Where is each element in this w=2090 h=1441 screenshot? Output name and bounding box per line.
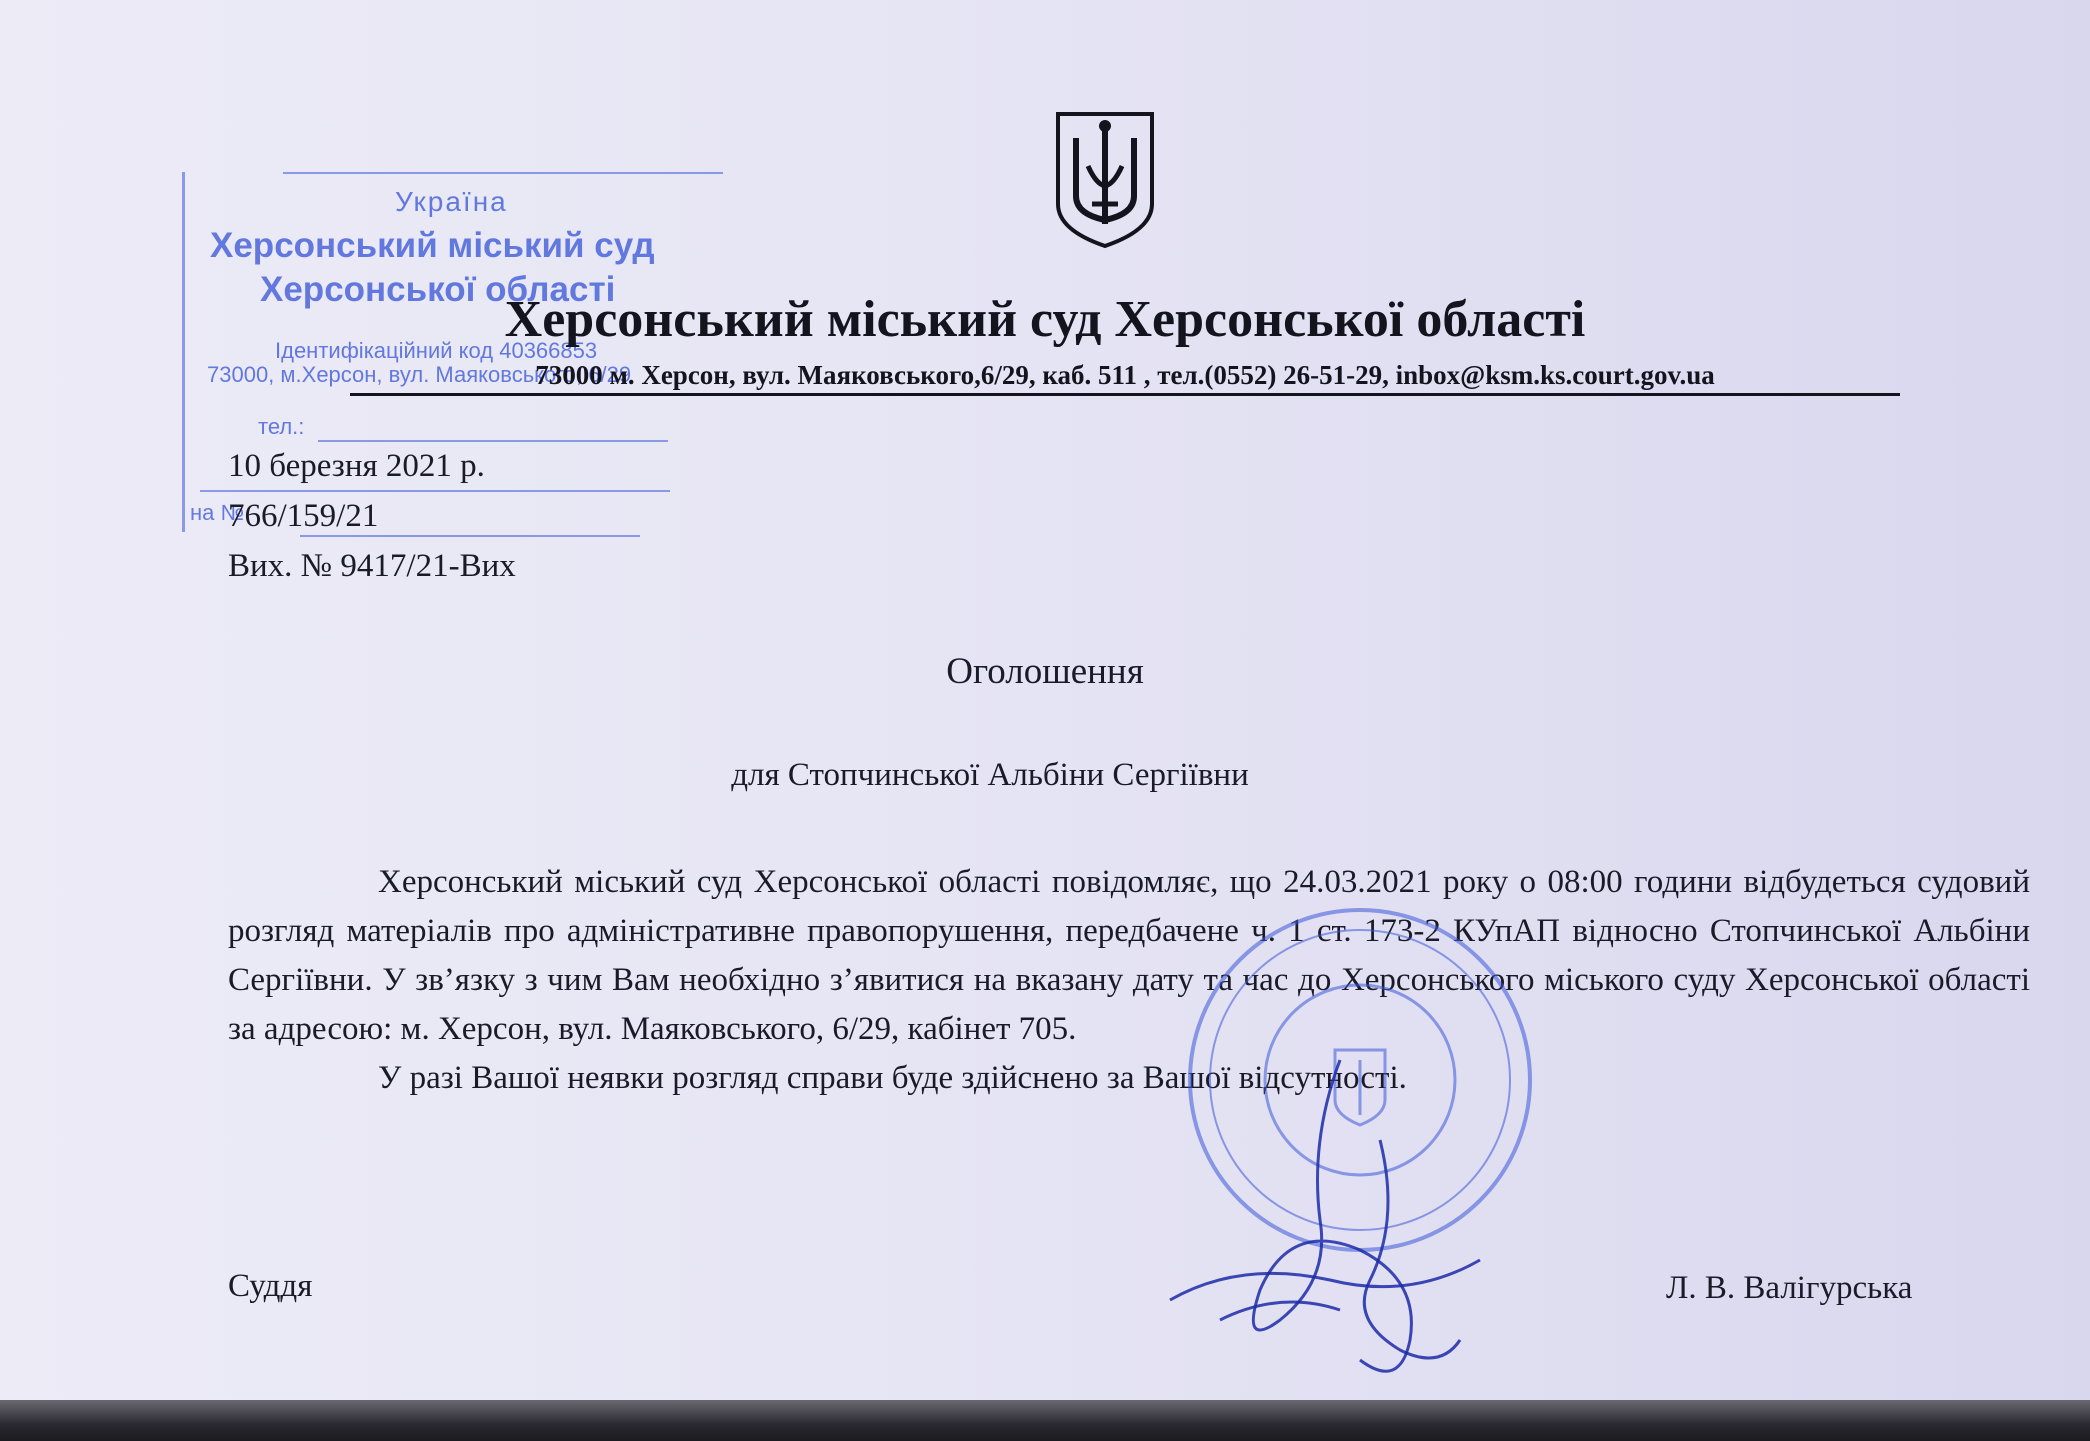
case-number: 766/159/21 <box>228 498 379 534</box>
notice-paragraph-1: Херсонський міський суд Херсонської області повідомляє, що 24.03.2021 року о 08:00 години відбудеться судовий розгляд матеріалів про адміністративне правопорушення, передбачене ч. 1 ст. 173-2 КУпАП відносно Стопчинської Альбіни Сергіївни. У зв’язку з чим Вам необхідно з’явитися на вказану дату та час до Херсонського міського суду Херсонської області за адресою: м. Херсон, вул. Маяковського, 6/29, кабінет 705. <box>228 864 2030 1047</box>
letter-date: 10 березня 2021 р. <box>228 448 485 484</box>
trident-coat-of-arms-icon <box>1052 108 1158 250</box>
stamp-ref-label: на № <box>190 500 245 525</box>
signatory-role: Суддя <box>228 1268 313 1304</box>
background-surface <box>0 1400 2090 1441</box>
court-address-line: 73000 м. Херсон, вул. Маяковського,6/29, каб. 511 , тел.(0552) 26-51-29, inbox@ksm.ks.court.gov.ua <box>350 360 1900 396</box>
signatory-name: Л. В. Валігурська <box>1666 1270 1913 1306</box>
stamp-court-name: Херсонський міський суд <box>210 226 655 265</box>
stamp-country: Україна <box>395 186 508 217</box>
court-name-heading: Херсонський міський суд Херсонської області <box>504 291 1586 348</box>
stamp-region: Херсонської області <box>260 270 616 309</box>
notice-paragraph-2: У разі Вашої неявки розгляд справи буде здійснено за Вашої відсутності. <box>378 1060 1407 1096</box>
stamp-id-code: Ідентифікаційний код 40366853 <box>275 338 598 363</box>
notice-title: Оголошення <box>946 651 1144 692</box>
outgoing-number: Вих. № 9417/21-Вих <box>228 548 516 584</box>
notice-body <box>228 858 2030 1103</box>
notice-recipient: для Стопчинської Альбіни Сергіївни <box>731 757 1249 793</box>
judge-signature <box>1160 1020 1520 1400</box>
stamp-address: 73000, м.Херсон, вул. Маяковського, 6/29 <box>207 362 632 387</box>
stamp-phone-label: тел.: <box>258 414 305 439</box>
